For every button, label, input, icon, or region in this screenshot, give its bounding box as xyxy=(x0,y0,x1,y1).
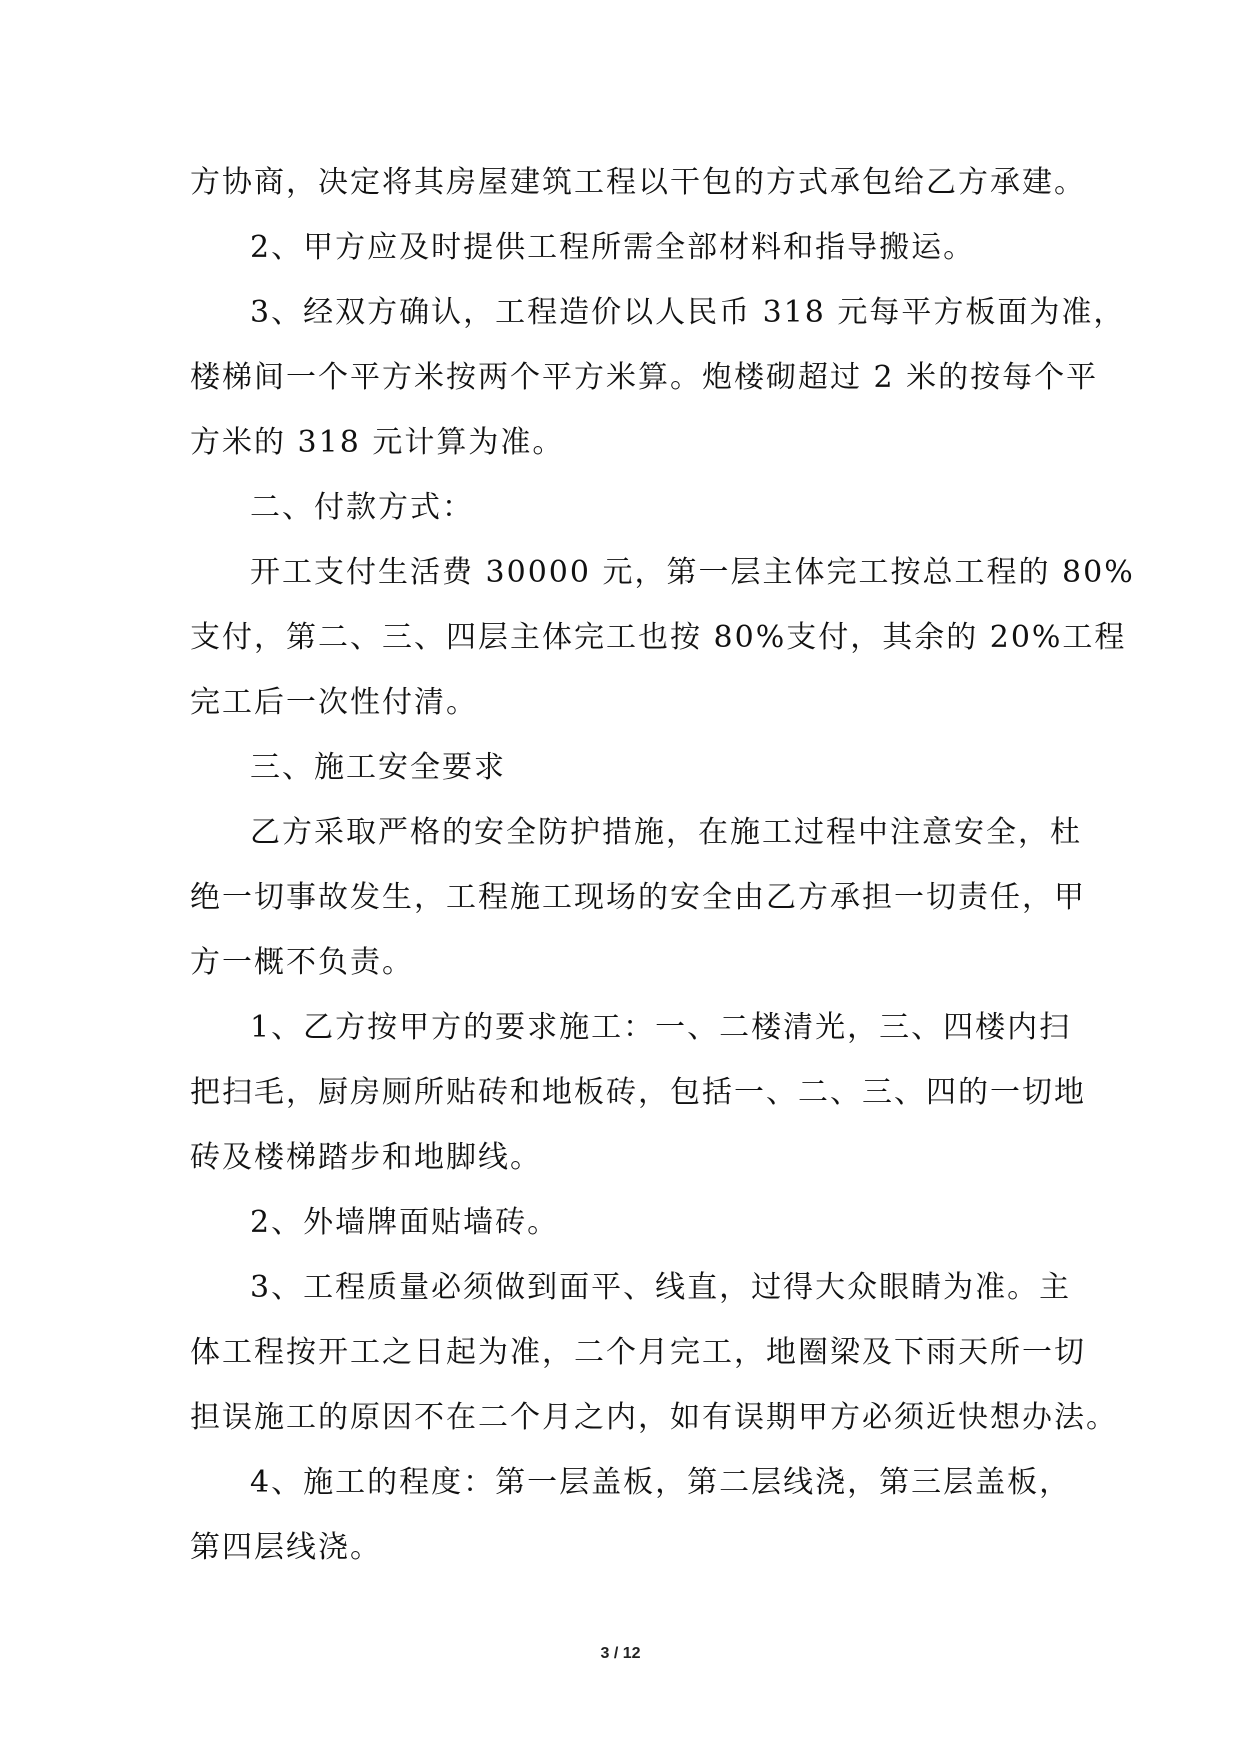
text-line: 把扫毛，厨房厕所贴砖和地板砖，包括一、二、三、四的一切地 xyxy=(190,1075,1086,1110)
text-line: 第四层线浇。 xyxy=(190,1530,382,1565)
text-line: 3、工程质量必须做到面平、线直，过得大众眼睛为准。主 xyxy=(250,1270,1072,1305)
text-line: 1、乙方按甲方的要求施工：一、二楼清光，三、四楼内扫 xyxy=(250,1010,1072,1045)
text-line: 4、施工的程度：第一层盖板，第二层线浇，第三层盖板， xyxy=(250,1465,1072,1500)
text-line: 楼梯间一个平方米按两个平方米算。炮楼砌超过 2 米的按每个平 xyxy=(190,360,1099,395)
text-line: 完工后一次性付清。 xyxy=(190,685,478,720)
text-line: 方一概不负责。 xyxy=(190,945,414,980)
text-line: 支付，第二、三、四层主体完工也按 80%支付，其余的 20%工程 xyxy=(190,620,1127,655)
section-heading: 二、付款方式： xyxy=(250,490,474,525)
section-heading: 三、施工安全要求 xyxy=(250,750,506,785)
text-line: 开工支付生活费 30000 元，第一层主体完工按总工程的 80% xyxy=(250,555,1135,590)
text-line: 3、经双方确认，工程造价以人民币 318 元每平方板面为准， xyxy=(250,295,1126,330)
text-line: 体工程按开工之日起为准，二个月完工，地圈梁及下雨天所一切 xyxy=(190,1335,1086,1370)
text-line: 方米的 318 元计算为准。 xyxy=(190,425,565,460)
text-line: 2、外墙牌面贴墙砖。 xyxy=(250,1205,560,1240)
page-number: 3 / 12 xyxy=(600,1645,641,1662)
body-text xyxy=(190,150,1135,1580)
text-line: 担误施工的原因不在二个月之内，如有误期甲方必须近快想办法。 xyxy=(190,1400,1118,1435)
text-line: 砖及楼梯踏步和地脚线。 xyxy=(190,1140,542,1175)
text-line: 方协商，决定将其房屋建筑工程以干包的方式承包给乙方承建。 xyxy=(190,165,1086,200)
text-line: 2、甲方应及时提供工程所需全部材料和指导搬运。 xyxy=(250,230,976,265)
text-line: 乙方采取严格的安全防护措施，在施工过程中注意安全，杜 xyxy=(250,815,1082,850)
text-line: 绝一切事故发生，工程施工现场的安全由乙方承担一切责任，甲 xyxy=(190,880,1086,915)
